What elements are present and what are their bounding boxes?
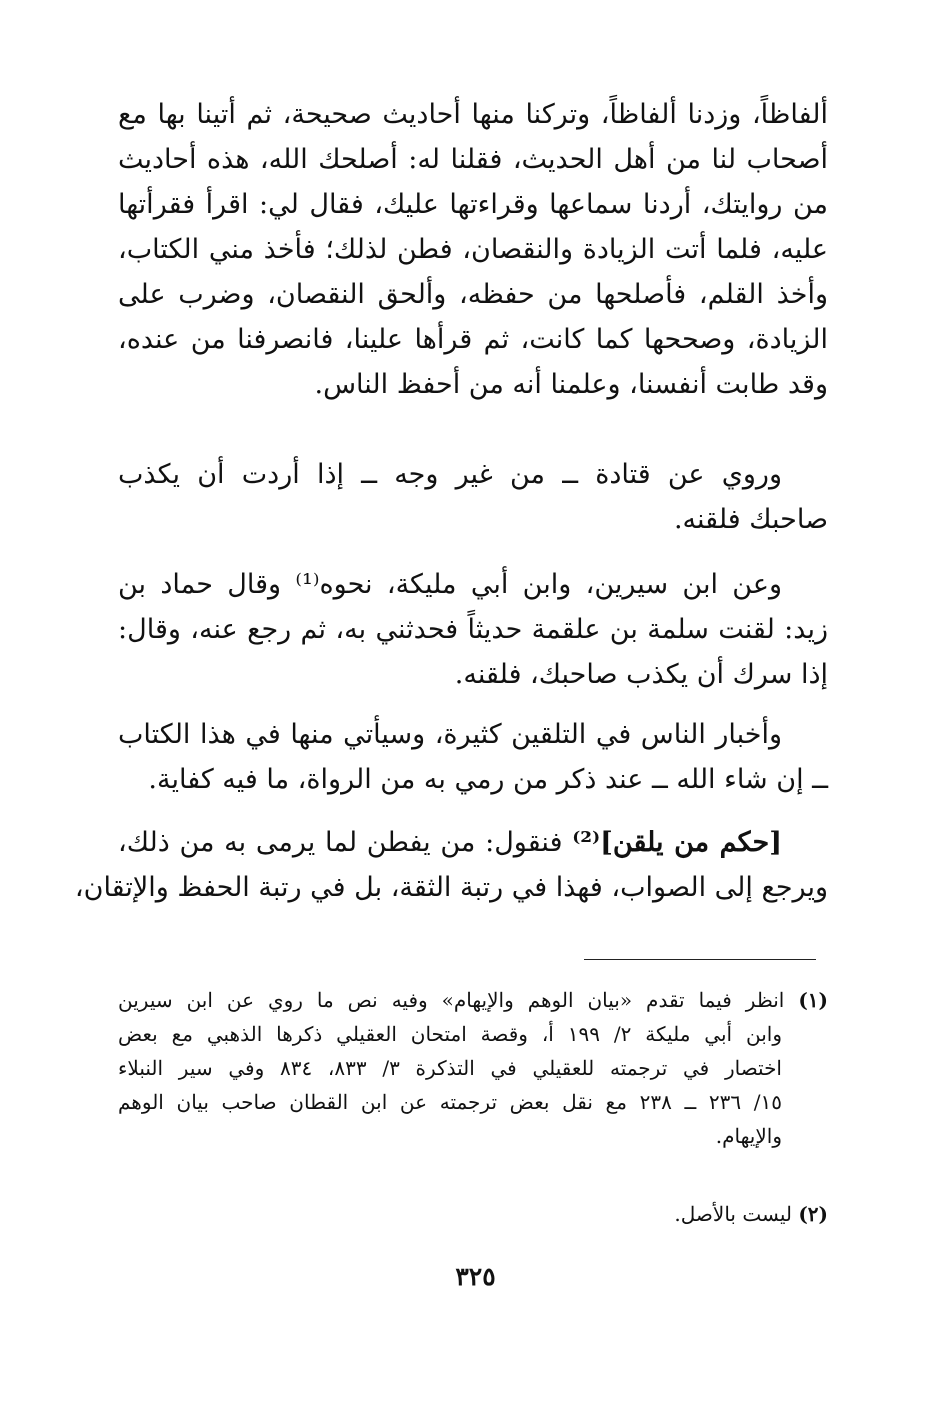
text-line — [118, 820, 828, 865]
footnote-line: ١٥/ ٢٣٦ ــ ٢٣٨ مع نقل بعض ترجمته عن ابن القطان صاحب بيان الوهم — [118, 1090, 782, 1114]
section-heading: [حكم من يلقن]⁽²⁾ — [572, 827, 782, 858]
paragraph-5 — [74, 820, 828, 910]
text-line: وروي عن قتادة ــ من غير وجه ــ إذا أردت أن يكذب — [118, 459, 782, 490]
text-line: الزيادة، وصححها كما كانت، ثم قرأها علينا، فانصرفنا من عنده، — [118, 324, 828, 355]
footnote-number: (١) — [798, 988, 829, 1012]
footnote-line: اختصار في ترجمته للعقيلي في التذكرة ٣/ ٨٣٣، ٨٣٤ وفي سير النبلاء — [118, 1056, 782, 1080]
paragraph-4 — [118, 712, 828, 802]
text-line: عليه، فلما أتت الزيادة والنقصان، فطن لذلك؛ فأخذ مني الكتاب، — [118, 234, 828, 265]
footnote-number: (٢) — [798, 1202, 828, 1226]
text-line-rest: فنقول: من يفطن لما يرمى به من ذلك، — [118, 827, 573, 858]
footnote-line — [118, 1197, 828, 1231]
text-line: وعن ابن سيرين، وابن أبي مليكة، نحوه⁽¹⁾ وقال حماد بن — [118, 569, 782, 600]
text-line: وقد طابت أنفسنا، وعلمنا أنه من أحفظ الناس. — [314, 369, 828, 400]
footnote-1 — [118, 983, 828, 1153]
text-line: إذا سرك أن يكذب صاحبك، فلقنه. — [454, 659, 828, 690]
footnote-line: والإيهام. — [715, 1124, 782, 1148]
footnote-2 — [118, 1197, 828, 1231]
footnote-line: وابن أبي مليكة ٢/ ١٩٩ أ، وقصة امتحان العقيلي ذكرها الذهبي مع بعض — [118, 1022, 782, 1046]
paragraph-1 — [118, 92, 828, 407]
text-line: صاحبك فلقنه. — [673, 504, 828, 535]
text-line: وأخذ القلم، فأصلحها من حفظه، وألحق النقصان، وضرب على — [118, 279, 828, 310]
paragraph-3 — [118, 562, 828, 697]
page-number: ٣٢٥ — [455, 1262, 496, 1291]
footnote-separator — [584, 959, 816, 960]
text-line: من روايتك، أردنا سماعها وقراءتها عليك، فقال لي: اقرأ فقرأتها — [118, 189, 828, 220]
text-line: ألفاظاً، وزدنا ألفاظاً، وتركنا منها أحاديث صحيحة، ثم أتينا بها مع — [118, 99, 828, 130]
text-line: زيد: لقنت سلمة بن علقمة حديثاً فحدثني به، ثم رجع عنه، وقال: — [118, 614, 828, 645]
footnote-line — [118, 983, 828, 1017]
text-line: ويرجع إلى الصواب، فهذا في رتبة الثقة، بل في رتبة الحفظ والإتقان، — [74, 872, 828, 903]
text-line: وأخبار الناس في التلقين كثيرة، وسيأتي منها في هذا الكتاب — [118, 719, 782, 750]
text-line: ــ إن شاء الله ــ عند ذكر من رمي به من الرواة، ما فيه كفاية. — [148, 764, 828, 795]
footnote-text: انظر فيما تقدم «بيان الوهم والإيهام» وفيه نص ما روي عن ابن سيرين — [118, 988, 785, 1012]
paragraph-2 — [118, 452, 828, 542]
text-line: أصحاب لنا من أهل الحديث، فقلنا له: أصلحك الله، هذه أحاديث — [118, 144, 828, 175]
footnote-text: ليست بالأصل. — [674, 1202, 792, 1226]
